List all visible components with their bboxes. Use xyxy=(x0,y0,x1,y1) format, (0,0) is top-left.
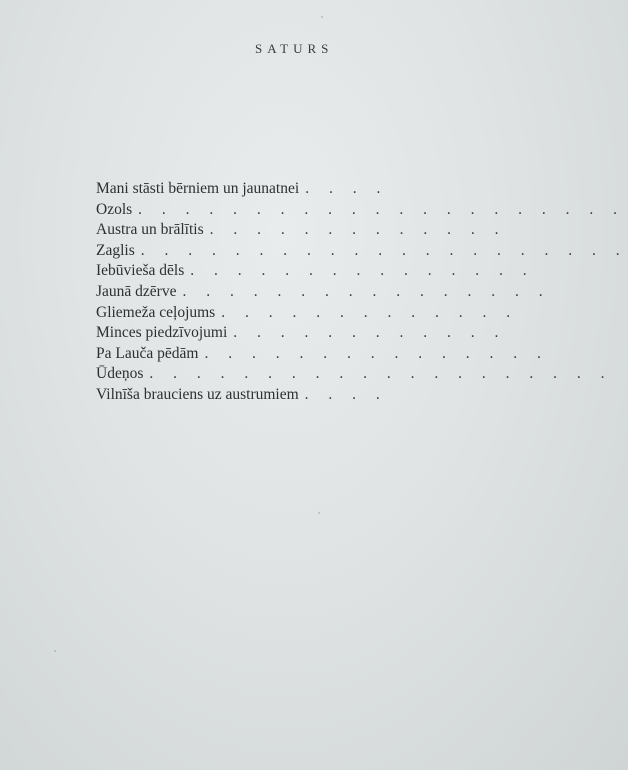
dot-leader: . . . . . . . . . . . . . . . . . . . . . xyxy=(140,241,628,259)
toc-entry-title: Iebūvieša dēls xyxy=(96,262,185,280)
dot-leader: . . . . xyxy=(304,385,388,403)
toc-entry-title: Ozols xyxy=(96,200,133,218)
paper-speck xyxy=(321,16,323,18)
dot-leader: . . . . . . . . . . . . . xyxy=(221,303,519,321)
toc-entry-title: Jaunā dzērve xyxy=(96,282,177,300)
toc-entry-title: Vilnīša brauciens uz austrumiem xyxy=(96,385,299,403)
dot-leader: . . . . . . . . . . . . . . . . xyxy=(182,282,551,300)
toc-entry-title: Zaglis xyxy=(96,241,135,259)
toc-entry xyxy=(96,282,551,304)
page-title: SATURS xyxy=(255,41,334,56)
paper-speck xyxy=(318,512,320,514)
dot-leader: . . . . . . . . . . . . . . . xyxy=(204,344,549,362)
toc-entry-title: Pa Lauča pēdām xyxy=(96,344,199,362)
toc-entry xyxy=(96,221,507,242)
table-of-contents xyxy=(96,180,628,407)
dot-leader: . . . . . . . . . . . . . . . . . . . . xyxy=(149,365,613,383)
toc-entry xyxy=(96,180,433,201)
dot-leader: . . . . . . . . . . . . . xyxy=(209,221,507,239)
toc-entry-title: Minces piedzīvojumi xyxy=(96,324,228,342)
toc-entry xyxy=(96,324,507,345)
dot-leader: . . . . xyxy=(305,180,389,197)
toc-entry xyxy=(96,241,628,263)
paper-speck xyxy=(54,650,56,652)
toc-entry xyxy=(96,386,433,407)
toc-entry-title: Ūdeņos xyxy=(96,365,144,383)
toc-entry xyxy=(96,344,549,366)
toc-entry xyxy=(96,200,626,222)
toc-entry xyxy=(96,303,519,325)
dot-leader: . . . . . . . . . . . . . . . . . . . . . xyxy=(138,200,626,218)
toc-entry xyxy=(96,262,535,283)
toc-entry-title: Mani stāsti bērniem un jaunatnei xyxy=(96,180,300,197)
dot-leader: . . . . . . . . . . . . . . . xyxy=(190,262,535,280)
toc-entry xyxy=(96,365,613,386)
toc-entry-title: Gliemeža ceļojums xyxy=(96,303,216,321)
toc-entry-title: Austra un brālītis xyxy=(96,221,204,239)
dot-leader: . . . . . . . . . . . . xyxy=(233,324,507,342)
